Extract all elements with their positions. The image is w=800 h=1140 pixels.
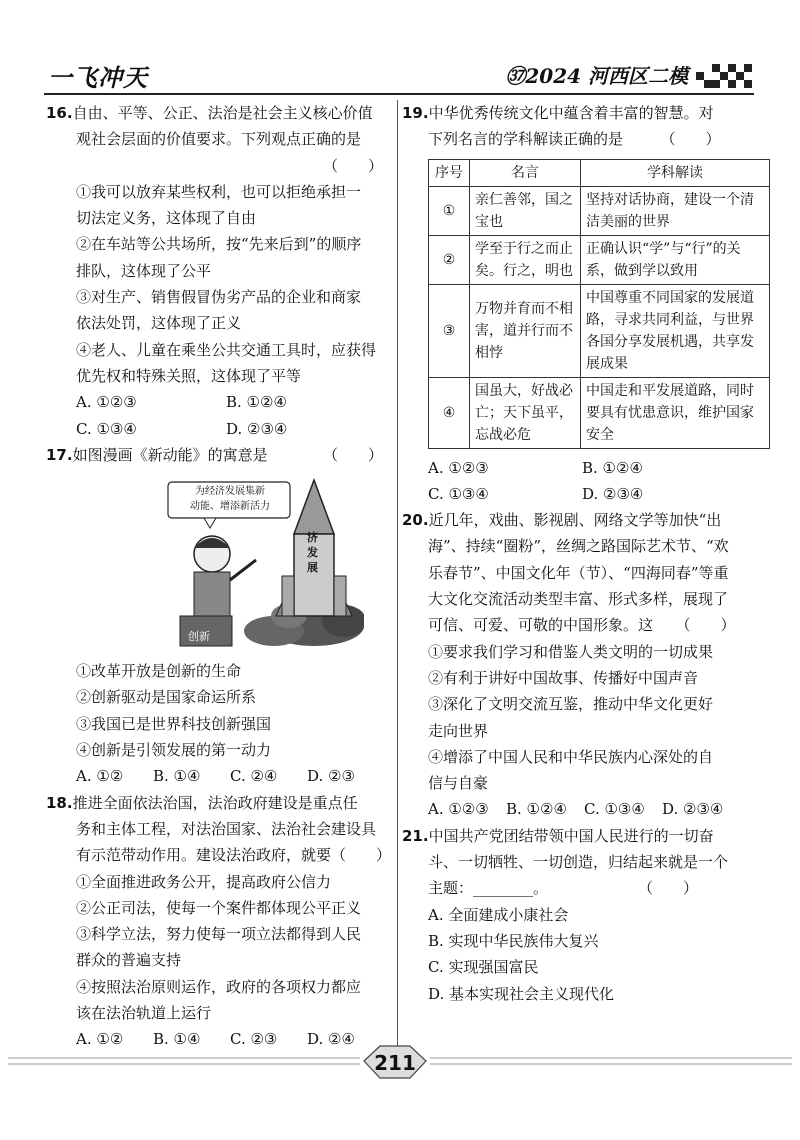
statement-item: ③我国已是世界科技创新强国 [76,714,272,733]
statement-item: ④增添了中国人民和中华民族内心深处的自 [428,747,714,766]
exam-title: ㊲2024 河西区二模 [505,64,688,88]
option-a[interactable]: A. ①②③ [428,800,489,819]
statement-item: ②创新驱动是国家命运所系 [76,688,257,707]
question-18 [46,790,391,1053]
statement-item: ③科学立法，努力使每一项立法都得到人民 [76,925,362,944]
statement-item-cont: 群众的普遍支持 [76,951,182,970]
table-cell-no: ① [429,186,470,235]
option-d[interactable]: D. ②③④ [662,800,724,819]
table-row [429,284,770,377]
statement-item-cont: 切法定义务，这体现了自由 [76,209,257,228]
page-header [44,58,754,92]
statement-item-cont: 该在法治轨道上运行 [76,1004,212,1023]
statement-item: ①全面推进政务公开，提高政府公信力 [76,872,332,891]
question-text: 乐春节”、中国文化年（节）、“四海同春”等重 [428,563,729,582]
option-a[interactable]: A. ①②③ [428,458,489,477]
question-text: 斗、一切牺牲、一切创造，归结起来就是一个 [428,853,729,872]
question-number: 16. [46,104,73,122]
bubble-line: 动能、增添新活力 [190,501,270,513]
table-header: 名言 [470,159,581,186]
option-c[interactable]: C. 实现强国富民 [428,958,539,977]
option-b[interactable]: B. ①②④ [582,458,643,477]
table-header: 学科解读 [581,159,770,186]
statement-item: ③对生产、销售假冒伪劣产品的企业和商家 [76,288,362,307]
option-b[interactable]: B. ①④ [153,767,201,786]
question-text: 海”、持续“圈粉”，丝绸之路国际艺术节、“欢 [428,537,729,556]
statement-item-cont: 优先权和特殊关照，这体现了平等 [76,366,302,385]
option-c[interactable]: C. ①③④ [76,419,137,438]
table-row [429,235,770,284]
rocket-label [307,530,321,575]
option-c[interactable]: C. ②③ [230,1030,278,1049]
question-17 [46,442,391,790]
option-d[interactable]: D. ②③④ [582,484,644,503]
statement-item: ③深化了文明交流互鉴，推动中华文化更好 [428,695,714,714]
statement-item: ①改革开放是创新的生命 [76,662,242,681]
statement-item-cont: 依法处罚，这体现了正义 [76,314,242,333]
header-rule [44,93,754,95]
option-c[interactable]: C. ②④ [230,767,278,786]
question-number: 20. [402,511,429,530]
question-number: 19. [402,104,429,122]
question-text: 下列名言的学科解读正确的是 （ ） [428,130,721,149]
question-number: 21. [402,826,429,845]
brand-title: 一飞冲天 [48,64,148,92]
statement-item-cont: 信与自豪 [428,774,489,793]
cartoon-box-label: 创新 [188,630,210,644]
option-d[interactable]: D. 基本实现社会主义现代化 [428,984,615,1003]
question-number: 18. [46,793,73,812]
question-text: 可信、可爱、可敬的中国形象。这 （ ） [428,616,736,635]
statement-item: ④老人、儿童在乘坐公共交通工具时，应获得 [76,340,377,359]
table-cell-reading: 坚持对话协商，建设一个清洁美丽的世界 [581,186,770,235]
table-row [429,377,770,448]
question-19 [402,100,754,507]
statement-item-cont: 排队，这体现了公平 [76,261,212,280]
option-b[interactable]: B. ①④ [153,1030,201,1049]
statement-item: ④按照法治原则运作，政府的各项权力都应 [76,977,362,996]
option-a[interactable]: A. ①② [76,767,124,786]
answer-paren: （ ） [322,445,383,464]
table-header: 序号 [429,159,470,186]
quotes-table [428,159,770,449]
statement-item: ④创新是引领发展的第一动力 [76,741,272,760]
table-cell-reading: 中国尊重不同国家的发展道路，寻求共同利益，与世界各国分享发展机遇，共享发展成果 [581,284,770,377]
statement-item: ①要求我们学习和借鉴人类文明的一切成果 [428,642,714,661]
statement-item: ②有利于讲好中国故事、传播好中国声音 [428,668,699,687]
option-b[interactable]: B. ①②④ [226,393,287,412]
table-cell-reading: 中国走和平发展道路，同时要具有忧患意识，维护国家安全 [581,377,770,448]
rocket-char: 济 [307,531,318,545]
option-b[interactable]: B. 实现中华民族伟大复兴 [428,931,599,950]
question-text: 观社会层面的价值要求。下列观点正确的是 [76,130,362,149]
option-a[interactable]: A. ①② [76,1030,124,1049]
rocket-char: 发 [307,546,318,560]
table-row [429,186,770,235]
option-c[interactable]: C. ①③④ [428,484,489,503]
question-20 [402,507,754,823]
rocket-char: 展 [307,561,318,575]
question-text: 大文化交流活动类型丰富、形式多样，展现了 [428,590,729,609]
table-cell-no: ③ [429,284,470,377]
question-text: 中国共产党团结带领中国人民进行的一切奋 [428,826,714,845]
question-text: 如图漫画《新动能》的寓意是 [72,445,268,464]
page-number: 211 [374,1051,416,1075]
cartoon-speech-bubble [172,484,288,514]
question-text: 近几年，戏曲、影视剧、网络文学等加快“出 [428,511,722,530]
question-16 [46,100,391,442]
question-text: 务和主体工程，对法治国家、法治社会建设具 [76,819,377,838]
question-text: 中华优秀传统文化中蕴含着丰富的智慧。对 [428,104,714,122]
table-cell-reading: 正确认识“学”与“行”的关系，做到学以致用 [581,235,770,284]
answer-paren: （ ） [322,156,383,175]
table-cell-quote: 国虽大，好战必亡；天下虽平，忘战必危 [470,377,581,448]
statement-item: ②公正司法，使每一个案件都体现公平正义 [76,898,362,917]
question-text: 有示范带动作用。建设法治政府，就要（ ） [76,846,392,865]
left-column [46,100,391,1053]
question-number: 17. [46,445,73,464]
table-cell-no: ④ [429,377,470,448]
table-cell-quote: 学至于行之而止矣。行之，明也 [470,235,581,284]
option-a[interactable]: A. 全面建成小康社会 [428,905,569,924]
right-column [402,100,754,1007]
option-d[interactable]: D. ②④ [307,1030,355,1049]
question-text: 主题：________。 （ ） [428,879,699,898]
bubble-line: 为经济发展集新 [195,486,265,498]
statement-item: ①我可以放弃某些权利，也可以拒绝承担一 [76,182,362,201]
option-c[interactable]: C. ①③④ [584,800,645,819]
table-header-row [429,159,770,186]
question-text: 自由、平等、公正、法治是社会主义核心价值 [72,104,373,122]
table-cell-quote: 万物并育而不相害，道并行而不相悖 [470,284,581,377]
question-21 [402,823,754,1007]
table-cell-quote: 亲仁善邻，国之宝也 [470,186,581,235]
option-d[interactable]: D. ②③ [307,767,355,786]
question-text: 推进全面依法治国，法治政府建设是重点任 [72,793,358,812]
statement-item-cont: 走向世界 [428,721,489,740]
cartoon-new-momentum [164,476,364,652]
option-d[interactable]: D. ②③④ [226,419,288,438]
option-a[interactable]: A. ①②③ [76,393,137,412]
column-divider [397,100,398,1050]
checker-decoration-icon [696,58,754,88]
option-b[interactable]: B. ①②④ [506,800,567,819]
statement-item: ②在车站等公共场所，按“先来后到”的顺序 [76,235,362,254]
table-cell-no: ② [429,235,470,284]
